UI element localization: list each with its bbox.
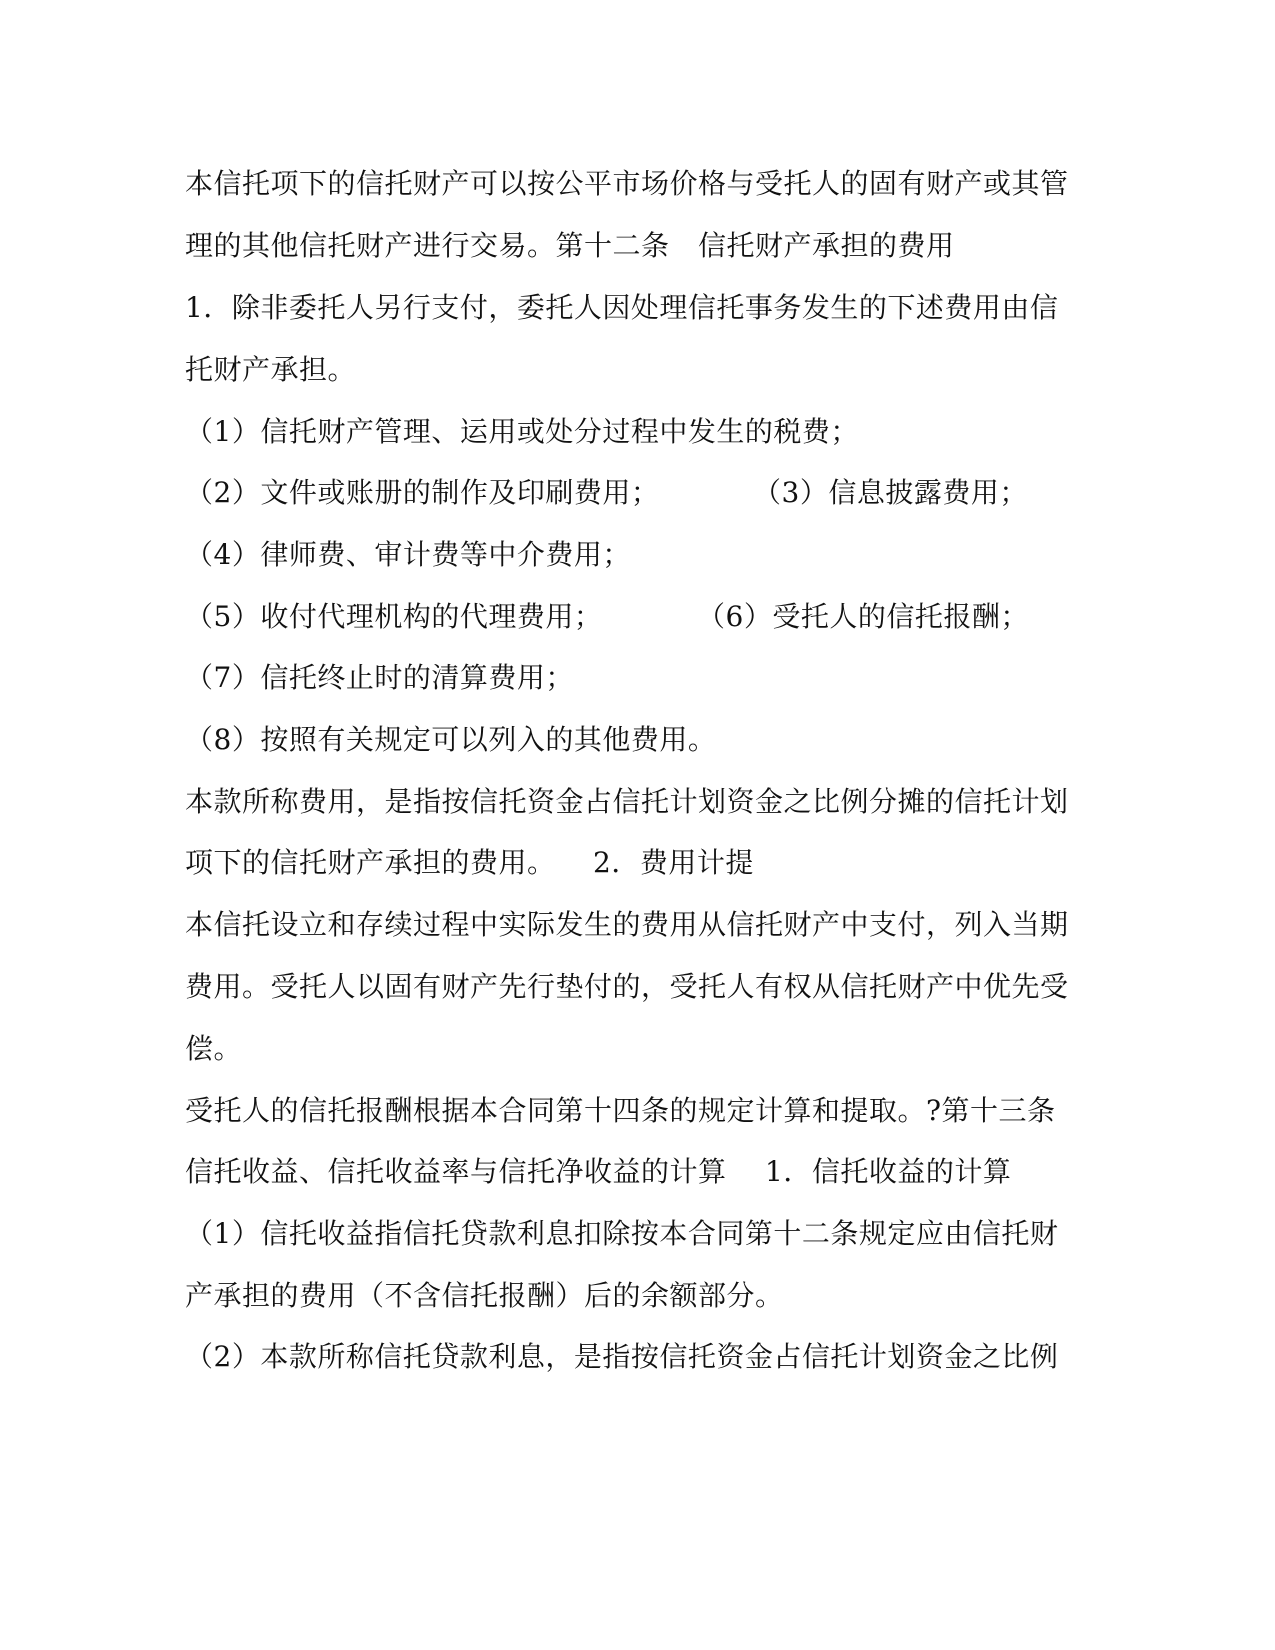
text-line-13: 本款所称费用，是指按信托资金占信托计划资金之比例分摊的信托计划 [185,785,1069,818]
text-line-17: 费用。受托人以固有财产先行垫付的，受托人有权从信托财产中优先受 [185,970,1069,1003]
text-line-19: 受托人的信托报酬根据本合同第十四条的规定计算和提取。?第十三条 [185,1094,1056,1127]
text-line-1: 本信托项下的信托财产可以按公平市场价格与受托人的固有财产或其管 [185,167,1069,200]
text-line-3: 1．除非委托人另行支付，委托人因处理信托事务发生的下述费用由信 [185,291,1059,324]
fee-item-6: （6）受托人的信托报酬； [697,600,1029,633]
text-line-23: 产承担的费用（不含信托报酬）后的余额部分。 [185,1279,784,1312]
fee-item-3: （3）信息披露费用； [753,476,1028,509]
text-line-18: 偿。 [185,1032,243,1065]
fee-item-1: （1）信托财产管理、运用或处分过程中发生的税费； [185,415,859,448]
text-line-4: 托财产承担。 [185,353,357,386]
fee-item-2: （2）文件或账册的制作及印刷费用； [185,476,660,509]
article-heading-13: 信托收益、信托收益率与信托净收益的计算 [185,1155,727,1188]
section-heading-income-calc: 1．信托收益的计算 [765,1155,1012,1188]
section-heading-fee-accrual: 2．费用计提 [593,846,754,879]
fee-item-7: （7）信托终止时的清算费用； [185,661,574,694]
text-line-2: 理的其他信托财产进行交易。第十二条 信托财产承担的费用 [185,229,955,262]
income-item-1: （1）信托收益指信托贷款利息扣除按本合同第十二条规定应由信托财 [185,1217,1059,1250]
text-line-14: 项下的信托财产承担的费用。 [185,846,556,879]
income-item-2: （2）本款所称信托贷款利息，是指按信托资金占信托计划资金之比例 [185,1340,1059,1373]
text-line-16: 本信托设立和存续过程中实际发生的费用从信托财产中支付，列入当期 [185,908,1069,941]
fee-item-4: （4）律师费、审计费等中介费用； [185,538,631,571]
fee-item-8: （8）按照有关规定可以列入的其他费用。 [185,723,717,756]
fee-item-5: （5）收付代理机构的代理费用； [185,600,603,633]
